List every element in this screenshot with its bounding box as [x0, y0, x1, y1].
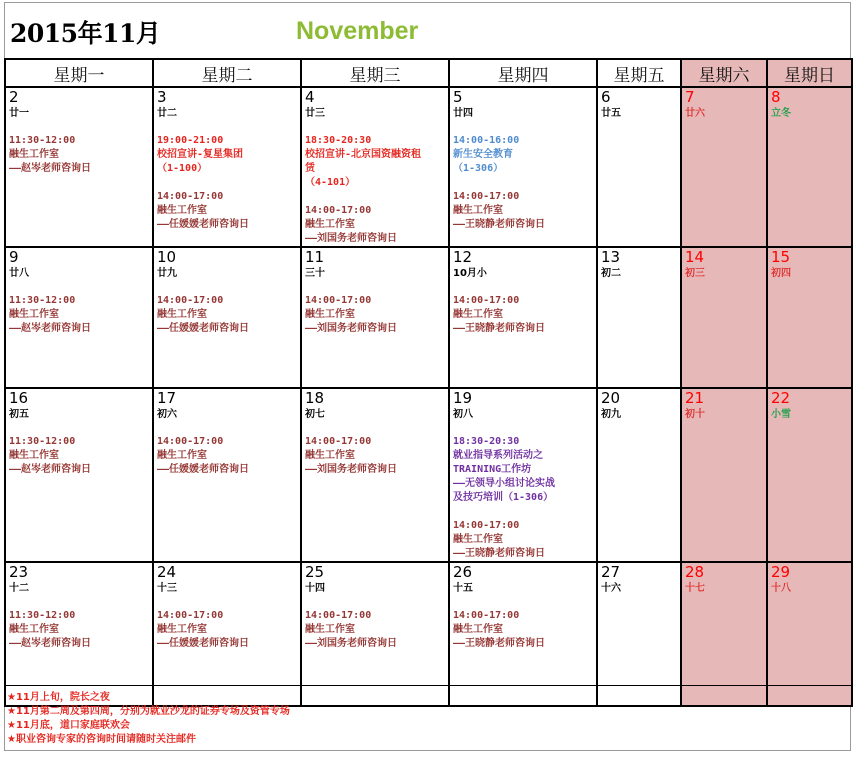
event-line: 融生工作室: [9, 149, 59, 160]
event-line: 14:00-17:00: [305, 295, 372, 306]
event-line: 14:00-17:00: [453, 520, 520, 531]
day-cell[interactable]: [153, 87, 301, 247]
event-line: ——王晓静老师咨询日: [453, 638, 546, 649]
day-number: 24: [157, 563, 177, 581]
calendar-event[interactable]: [450, 519, 596, 561]
event-line: 14:00-17:00: [157, 436, 224, 447]
event-line: ——任媛媛老师咨询日: [157, 219, 250, 230]
event-line: 14:00-17:00: [157, 610, 224, 621]
day-number: 26: [453, 563, 473, 581]
lunar-date: 廿八: [9, 268, 29, 279]
event-line: ——无领导小组讨论实战: [453, 478, 556, 489]
day-number: 9: [9, 248, 19, 266]
day-cell[interactable]: [681, 388, 767, 562]
day-cell[interactable]: [767, 247, 852, 388]
event-line: 融生工作室: [305, 450, 355, 461]
day-number: 16: [9, 389, 29, 407]
lunar-date: 初六: [157, 409, 177, 420]
event-line: 14:00-17:00: [305, 205, 372, 216]
event-line: 融生工作室: [157, 205, 207, 216]
event-line: 14:00-17:00: [157, 191, 224, 202]
lunar-date: 十四: [305, 583, 325, 594]
event-line: 融生工作室: [9, 624, 59, 635]
event-line: 14:00-17:00: [305, 610, 372, 621]
day-number: 18: [305, 389, 325, 407]
event-line: 11:30-12:00: [9, 436, 76, 447]
day-cell[interactable]: [767, 388, 852, 562]
day-number: 29: [771, 563, 791, 581]
day-cell[interactable]: [681, 87, 767, 247]
lunar-date: 廿六: [685, 108, 705, 119]
notes-section: [7, 691, 290, 747]
event-line: 11:30-12:00: [9, 295, 76, 306]
lunar-date: 廿四: [453, 108, 473, 119]
lunar-date: 初四: [771, 268, 791, 279]
lunar-date: 十七: [685, 583, 705, 594]
week-row: [5, 388, 852, 562]
event-line: 融生工作室: [157, 624, 207, 635]
event-line: 融生工作室: [157, 450, 207, 461]
day-cell[interactable]: [301, 388, 449, 562]
calendar-event[interactable]: [302, 134, 448, 190]
day-number: 10: [157, 248, 177, 266]
day-number: 2: [9, 88, 19, 106]
day-number: 8: [771, 88, 781, 106]
event-line: 融生工作室: [453, 624, 503, 635]
day-cell[interactable]: [449, 247, 597, 388]
event-line: 融生工作室: [305, 219, 355, 230]
calendar-event[interactable]: [6, 134, 152, 176]
day-cell[interactable]: [597, 87, 681, 247]
lunar-date: 初十: [685, 409, 705, 420]
note-item: ★职业咨询专家的咨询时间请随时关注邮件: [7, 734, 196, 745]
event-line: 就业指导系列活动之: [453, 450, 543, 461]
lunar-date: 小雪: [771, 409, 791, 420]
lunar-date: 初五: [9, 409, 29, 420]
calendar-event[interactable]: [154, 435, 300, 477]
event-line: 18:30-20:30: [453, 436, 520, 447]
event-line: ——赵岑老师咨询日: [9, 323, 92, 334]
calendar-event[interactable]: [302, 204, 448, 246]
day-number: 27: [601, 563, 621, 581]
day-number: 14: [685, 248, 705, 266]
event-line: 14:00-17:00: [453, 610, 520, 621]
calendar-event[interactable]: [154, 190, 300, 232]
lunar-date: 十二: [9, 583, 29, 594]
day-number: 20: [601, 389, 621, 407]
event-line: 14:00-16:00: [453, 135, 520, 146]
day-number: 7: [685, 88, 695, 106]
calendar-event[interactable]: [450, 435, 596, 505]
event-line: ——赵岑老师咨询日: [9, 638, 92, 649]
calendar-event[interactable]: [6, 435, 152, 477]
lunar-date: 初七: [305, 409, 325, 420]
event-line: 融生工作室: [305, 309, 355, 320]
weekday-header: 星期六: [681, 59, 767, 87]
event-line: 14:00-17:00: [157, 295, 224, 306]
day-number: 13: [601, 248, 621, 266]
day-cell[interactable]: [301, 247, 449, 388]
event-line: ——王晓静老师咨询日: [453, 548, 546, 559]
lunar-date: 初二: [601, 268, 621, 279]
day-number: 22: [771, 389, 791, 407]
note-item: ★11月底，道口家庭联欢会: [7, 720, 130, 731]
calendar-event[interactable]: [154, 294, 300, 336]
notes-separator: [4, 685, 851, 686]
event-line: ——任媛媛老师咨询日: [157, 323, 250, 334]
lunar-date: 10月小: [453, 268, 487, 279]
calendar-event[interactable]: [450, 294, 596, 336]
event-line: 11:30-12:00: [9, 610, 76, 621]
day-number: 15: [771, 248, 791, 266]
week-row: [5, 247, 852, 388]
lunar-date: 廿九: [157, 268, 177, 279]
event-line: 14:00-17:00: [453, 295, 520, 306]
calendar-event[interactable]: [450, 134, 596, 176]
lunar-date: 初三: [685, 268, 705, 279]
calendar-grid: [4, 58, 853, 707]
lunar-date: 廿一: [9, 108, 29, 119]
month-title-english: November: [296, 17, 419, 45]
event-line: 赁: [305, 163, 315, 174]
event-line: 14:00-17:00: [305, 436, 372, 447]
event-line: 融生工作室: [9, 309, 59, 320]
calendar-event[interactable]: [450, 609, 596, 651]
day-cell[interactable]: [597, 388, 681, 562]
weekday-header: 星期四: [449, 59, 597, 87]
event-line: 14:00-17:00: [453, 191, 520, 202]
calendar-event[interactable]: [302, 609, 448, 651]
weekday-header: 星期一: [5, 59, 153, 87]
weekday-header: 星期日: [767, 59, 852, 87]
lunar-date: 三十: [305, 268, 325, 279]
event-line: 融生工作室: [157, 309, 207, 320]
event-line: （1-100）: [157, 163, 208, 174]
lunar-date: 十六: [601, 583, 621, 594]
event-line: ——赵岑老师咨询日: [9, 163, 92, 174]
event-line: ——赵岑老师咨询日: [9, 464, 92, 475]
calendar-event[interactable]: [302, 435, 448, 477]
event-line: 校招宣讲-北京国资融资租: [305, 149, 422, 160]
weekday-header: 星期三: [301, 59, 449, 87]
event-line: ——任媛媛老师咨询日: [157, 464, 250, 475]
event-line: ——刘国务老师咨询日: [305, 323, 398, 334]
event-line: ——王晓静老师咨询日: [453, 323, 546, 334]
day-cell[interactable]: [597, 247, 681, 388]
calendar-event[interactable]: [450, 190, 596, 232]
event-line: 融生工作室: [453, 309, 503, 320]
day-number: 3: [157, 88, 167, 106]
calendar-event[interactable]: [6, 609, 152, 651]
lunar-date: 十五: [453, 583, 473, 594]
calendar-event[interactable]: [154, 134, 300, 176]
event-line: 校招宣讲-复星集团: [157, 149, 244, 160]
day-number: 6: [601, 88, 611, 106]
event-line: 融生工作室: [305, 624, 355, 635]
event-line: ——刘国务老师咨询日: [305, 233, 398, 244]
day-cell[interactable]: [449, 87, 597, 247]
calendar-event[interactable]: [302, 294, 448, 336]
week-row: [5, 87, 852, 247]
lunar-date: 初九: [601, 409, 621, 420]
day-cell[interactable]: [301, 87, 449, 247]
event-line: 及技巧培训（1-306）: [453, 492, 554, 503]
day-cell[interactable]: [5, 87, 153, 247]
note-item: ★11月上旬，院长之夜: [7, 692, 110, 703]
weekday-header-row: [5, 59, 852, 87]
day-number: 12: [453, 248, 473, 266]
day-number: 5: [453, 88, 463, 106]
event-line: 19:00-21:00: [157, 135, 224, 146]
event-line: 融生工作室: [453, 205, 503, 216]
lunar-date: 廿二: [157, 108, 177, 119]
day-number: 4: [305, 88, 315, 106]
lunar-date: 廿五: [601, 108, 621, 119]
lunar-date: 初八: [453, 409, 473, 420]
day-cell[interactable]: [449, 388, 597, 562]
event-line: 新生安全教育: [453, 149, 513, 160]
day-cell[interactable]: [681, 247, 767, 388]
event-line: 18:30-20:30: [305, 135, 372, 146]
day-number: 17: [157, 389, 177, 407]
event-line: 11:30-12:00: [9, 135, 76, 146]
day-number: 23: [9, 563, 29, 581]
day-cell[interactable]: [5, 247, 153, 388]
event-line: （1-306）: [453, 163, 504, 174]
calendar-event[interactable]: [154, 609, 300, 651]
weekday-header: 星期五: [597, 59, 681, 87]
day-number: 25: [305, 563, 325, 581]
event-line: ——王晓静老师咨询日: [453, 219, 546, 230]
day-cell[interactable]: [767, 87, 852, 247]
day-number: 19: [453, 389, 473, 407]
lunar-date: 十三: [157, 583, 177, 594]
month-title: 2015年11月: [10, 19, 161, 48]
event-line: ——刘国务老师咨询日: [305, 638, 398, 649]
lunar-date: 立冬: [771, 108, 791, 119]
event-line: ——刘国务老师咨询日: [305, 464, 398, 475]
day-cell[interactable]: [153, 247, 301, 388]
calendar-event[interactable]: [6, 294, 152, 336]
event-line: （4-101）: [305, 177, 356, 188]
day-number: 11: [305, 248, 325, 266]
event-line: 融生工作室: [453, 534, 503, 545]
event-line: ——任媛媛老师咨询日: [157, 638, 250, 649]
note-item: ★11月第二周及第四周，分别为就业沙龙的证券专场及资管专场: [7, 706, 290, 717]
weekday-header: 星期二: [153, 59, 301, 87]
lunar-date: 廿三: [305, 108, 325, 119]
day-number: 28: [685, 563, 705, 581]
event-line: TRAINING工作坊: [453, 464, 532, 475]
day-cell[interactable]: [153, 388, 301, 562]
day-number: 21: [685, 389, 705, 407]
event-line: 融生工作室: [9, 450, 59, 461]
day-cell[interactable]: [5, 388, 153, 562]
lunar-date: 十八: [771, 583, 791, 594]
